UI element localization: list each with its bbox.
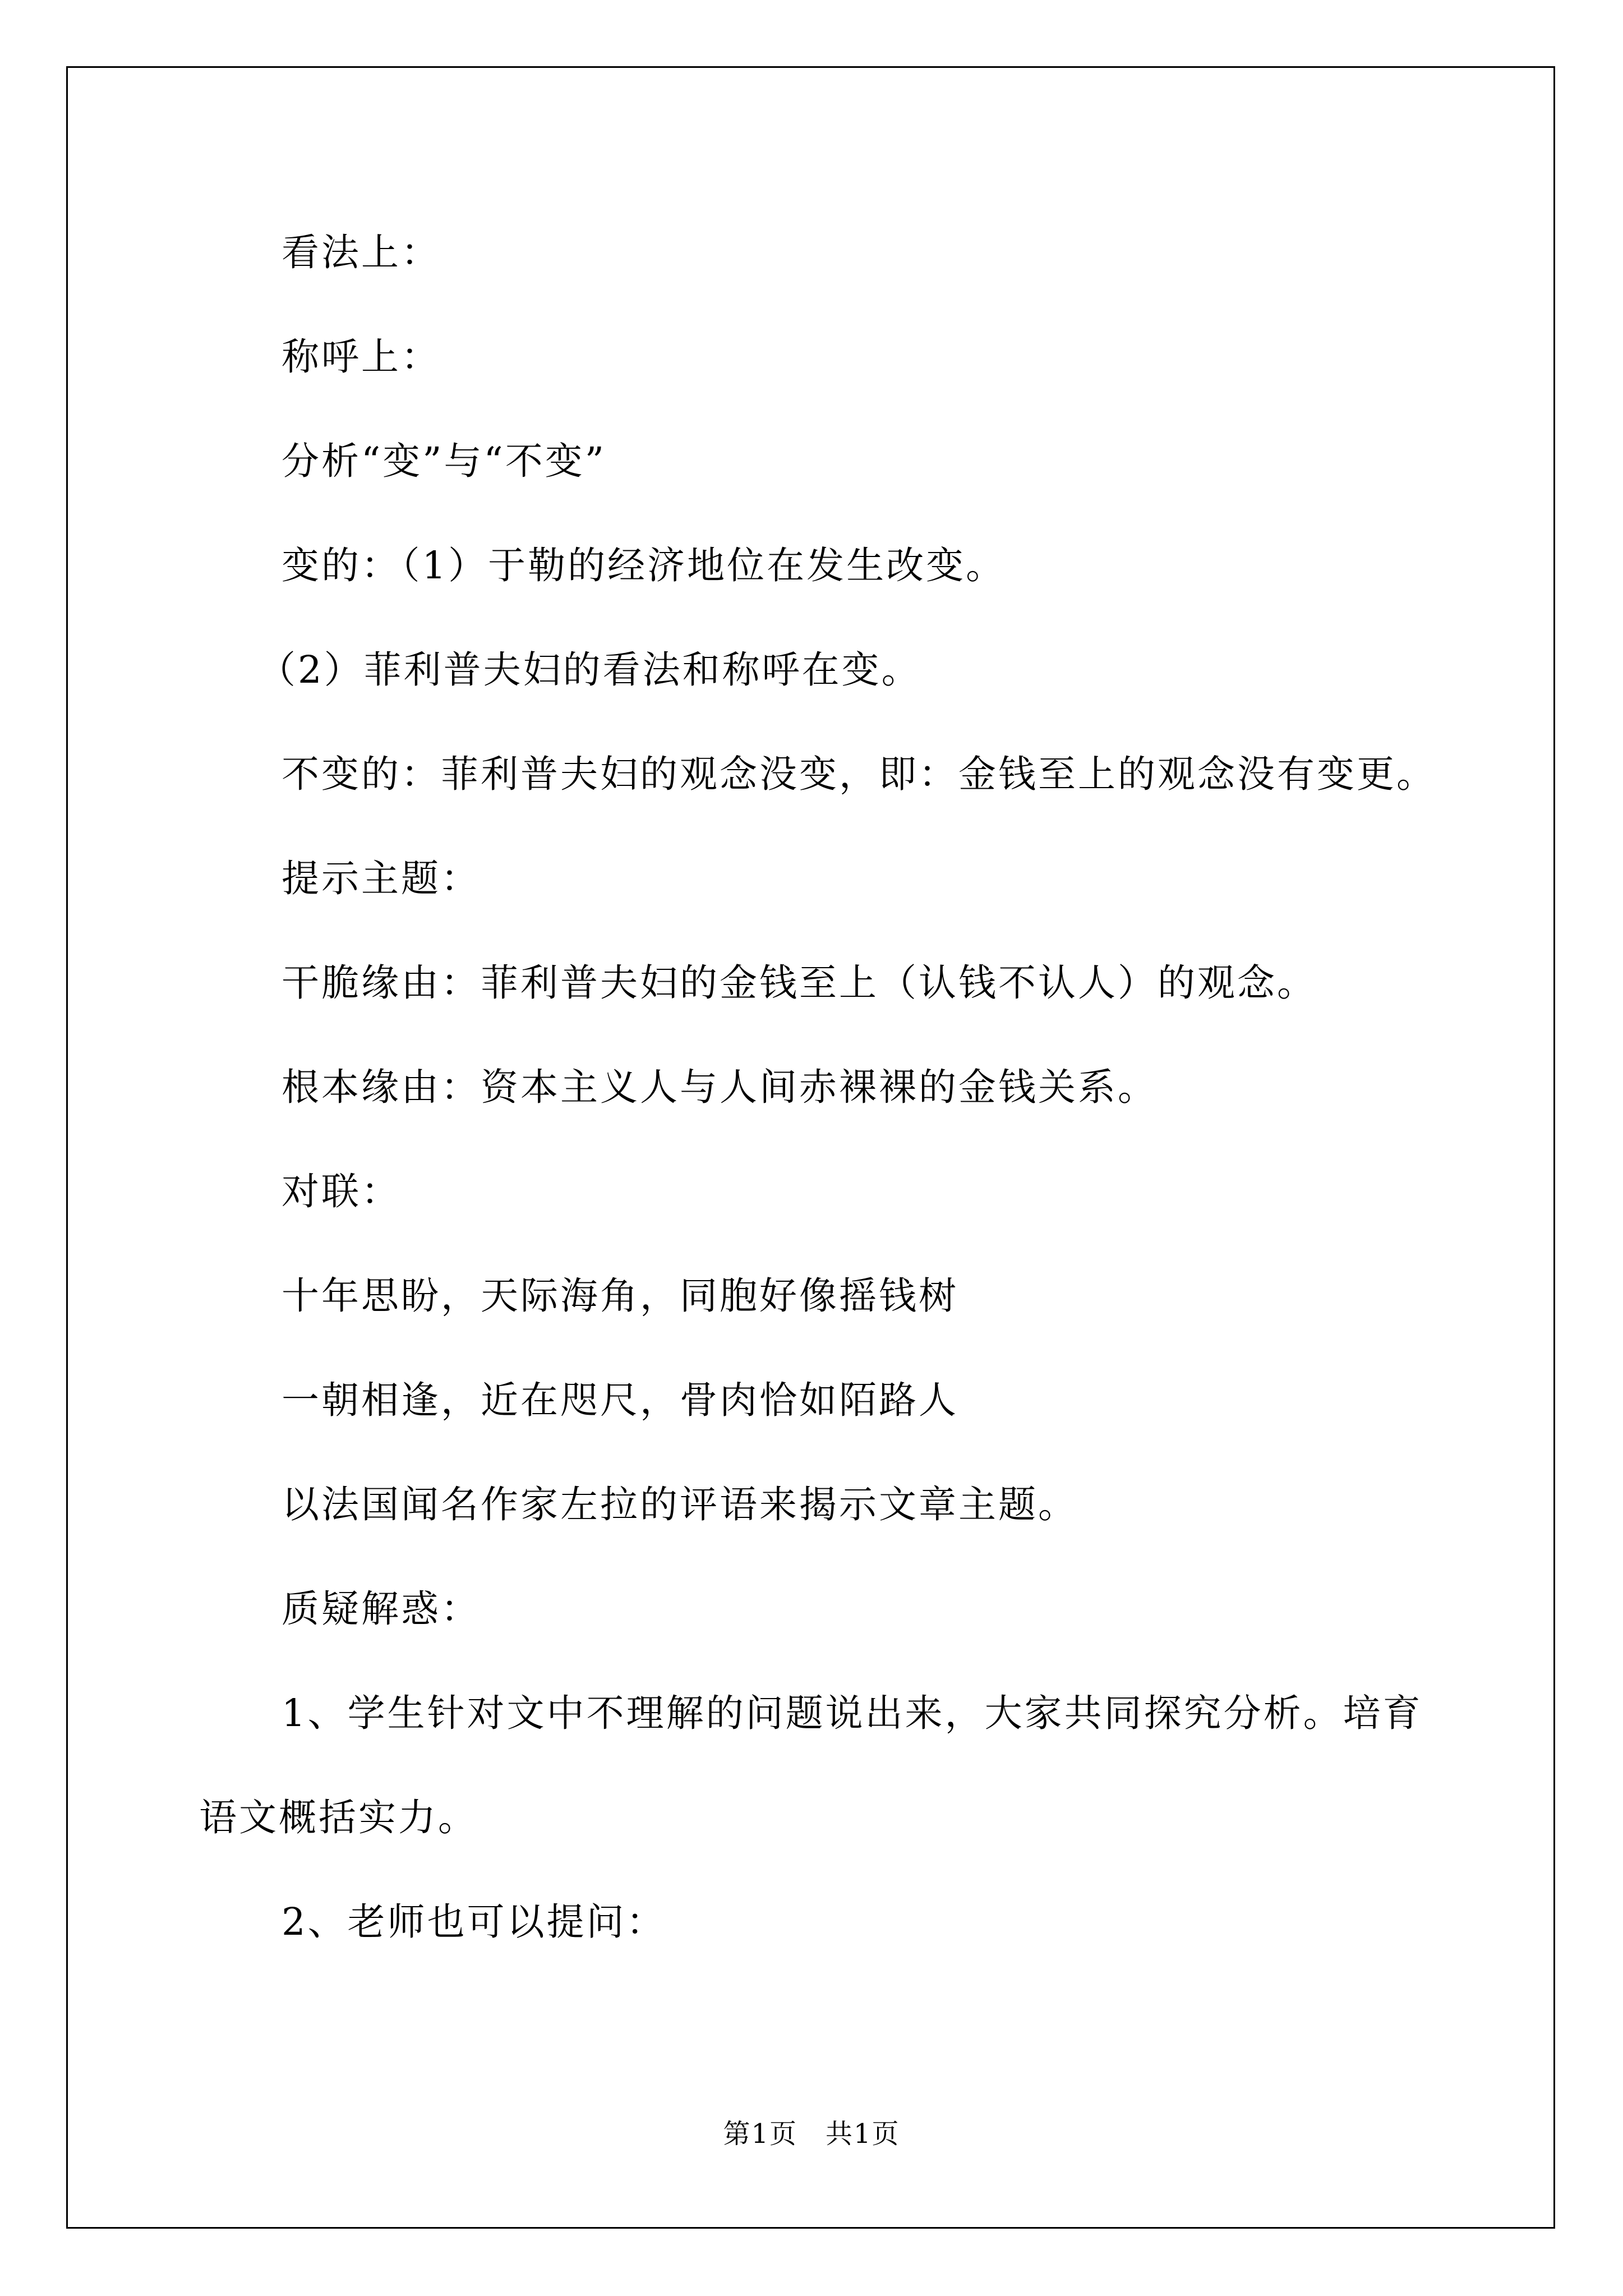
paragraph-12: 一朝相逢，近在咫尺，骨肉恰如陌路人 bbox=[282, 1378, 958, 1422]
paragraph-17: 2、老师也可以提问： bbox=[282, 1900, 666, 1944]
paragraph-1: 看法上： bbox=[282, 231, 441, 274]
paragraph-10: 对联： bbox=[282, 1170, 401, 1213]
paragraph-4: 变的：（1）于勒的经济地位在发生改变。 bbox=[282, 544, 1006, 587]
paragraph-7: 提示主题： bbox=[282, 857, 481, 900]
page-footer: 第1页 共1页 bbox=[723, 2118, 900, 2150]
paragraph-8: 干脆缘由：菲利普夫妇的金钱至上（认钱不认人）的观念。 bbox=[282, 961, 1317, 1005]
paragraph-13: 以法国闻名作家左拉的评语来揭示文章主题。 bbox=[282, 1483, 1078, 1526]
paragraph-15: 1、学生针对文中不理解的问题说出来，大家共同探究分析。培育 bbox=[282, 1691, 1423, 1735]
paragraph-2: 称呼上： bbox=[282, 335, 441, 379]
paragraph-6: 不变的：菲利普夫妇的观念没变，即：金钱至上的观念没有变更。 bbox=[282, 752, 1436, 796]
paragraph-3: 分析“变”与“不变” bbox=[282, 439, 607, 483]
paragraph-9: 根本缘由：资本主义人与人间赤裸裸的金钱关系。 bbox=[282, 1065, 1158, 1109]
paragraph-5: （2）菲利普夫妇的看法和称呼在变。 bbox=[258, 648, 921, 692]
paragraph-16: 语文概括实力。 bbox=[199, 1796, 478, 1839]
paragraph-11: 十年思盼，天际海角，同胞好像摇钱树 bbox=[282, 1274, 958, 1318]
paragraph-14: 质疑解惑： bbox=[282, 1587, 481, 1631]
